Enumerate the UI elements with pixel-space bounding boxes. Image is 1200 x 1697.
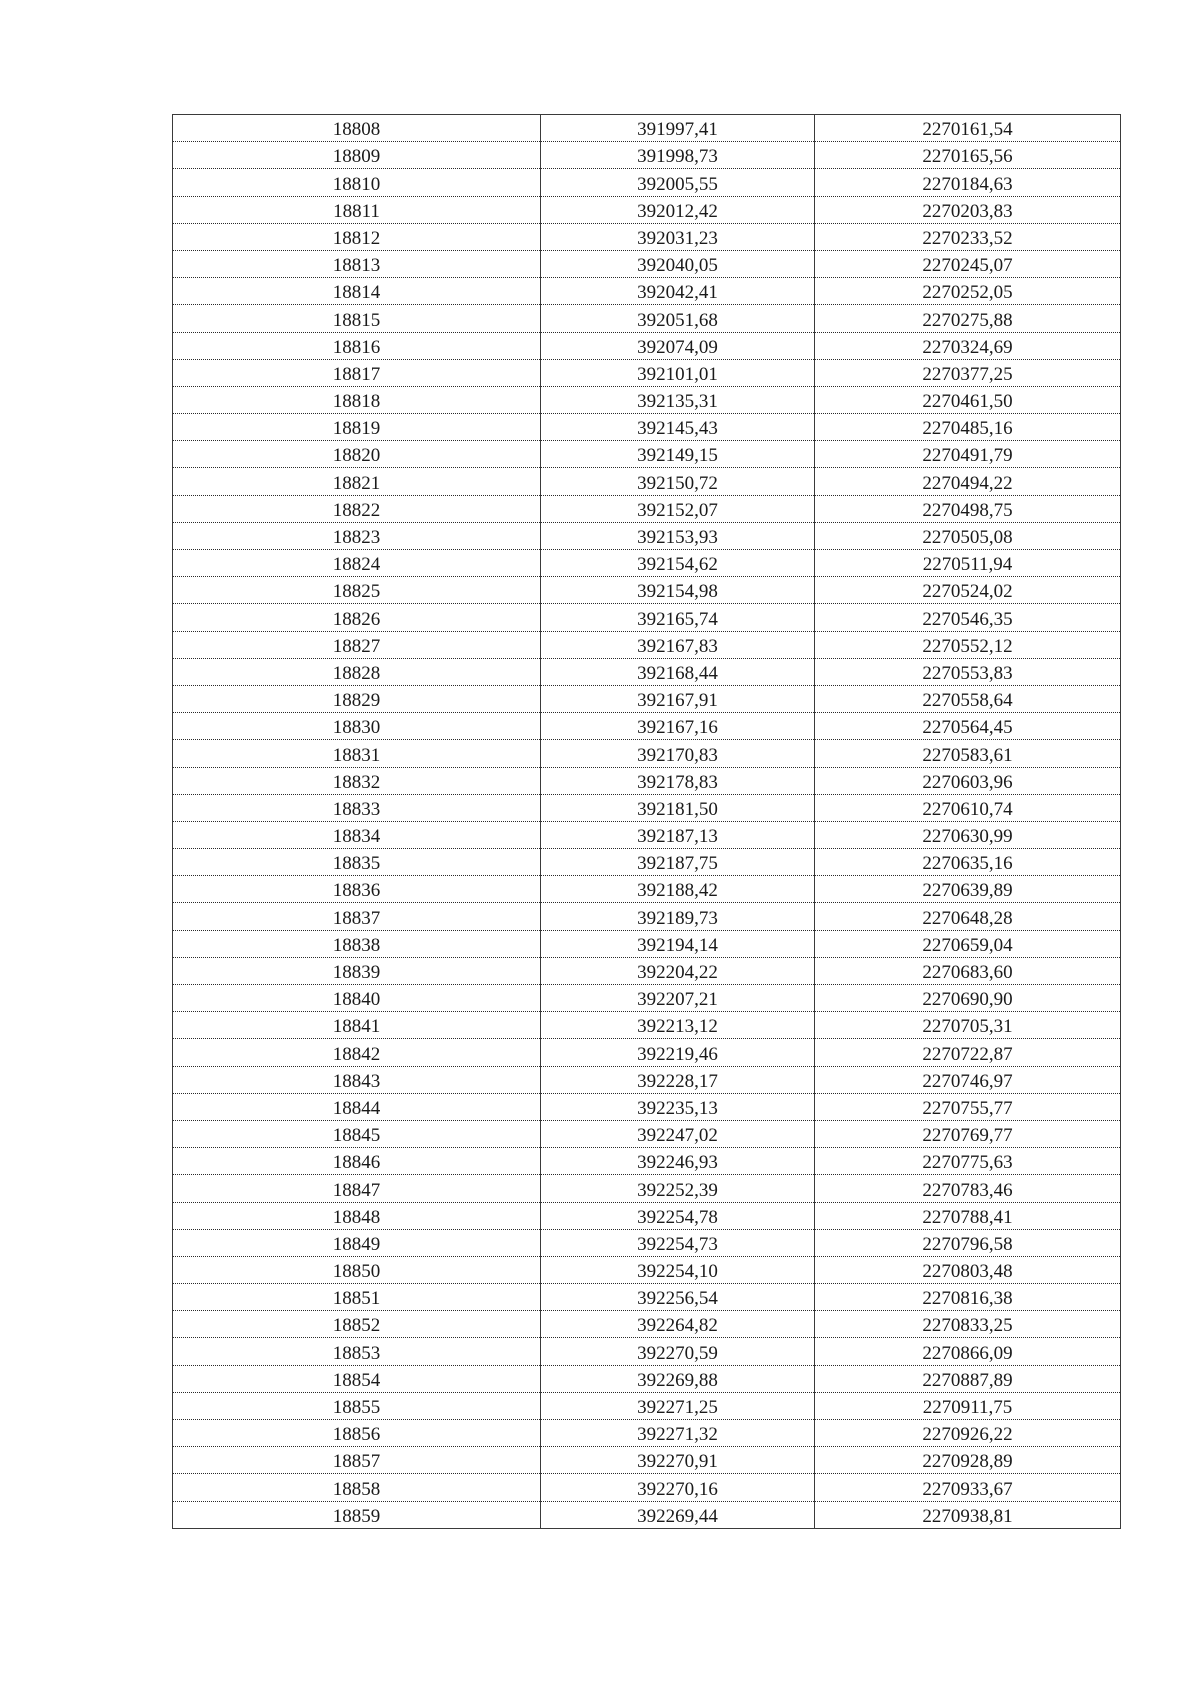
x-coordinate-cell: 392235,13 xyxy=(541,1093,815,1120)
table-row xyxy=(173,1039,1121,1066)
table-row xyxy=(173,1311,1121,1338)
point-number-cell: 18814 xyxy=(173,278,541,305)
x-coordinate-cell: 392228,17 xyxy=(541,1066,815,1093)
table-row xyxy=(173,1365,1121,1392)
x-coordinate-cell: 392145,43 xyxy=(541,414,815,441)
table-row xyxy=(173,767,1121,794)
table-row xyxy=(173,359,1121,386)
x-coordinate-cell: 392254,10 xyxy=(541,1256,815,1283)
table-row xyxy=(173,794,1121,821)
point-number-cell: 18829 xyxy=(173,685,541,712)
table-row xyxy=(173,658,1121,685)
x-coordinate-cell: 392051,68 xyxy=(541,305,815,332)
y-coordinate-cell: 2270648,28 xyxy=(815,903,1121,930)
table-row xyxy=(173,115,1121,142)
x-coordinate-cell: 392181,50 xyxy=(541,794,815,821)
point-number-cell: 18817 xyxy=(173,359,541,386)
point-number-cell: 18811 xyxy=(173,196,541,223)
x-coordinate-cell: 392101,01 xyxy=(541,359,815,386)
point-number-cell: 18809 xyxy=(173,142,541,169)
point-number-cell: 18857 xyxy=(173,1447,541,1474)
y-coordinate-cell: 2270887,89 xyxy=(815,1365,1121,1392)
point-number-cell: 18847 xyxy=(173,1175,541,1202)
table-row xyxy=(173,1392,1121,1419)
table-row xyxy=(173,169,1121,196)
table-row xyxy=(173,821,1121,848)
x-coordinate-cell: 392152,07 xyxy=(541,495,815,522)
x-coordinate-cell: 392246,93 xyxy=(541,1148,815,1175)
x-coordinate-cell: 392042,41 xyxy=(541,278,815,305)
y-coordinate-cell: 2270755,77 xyxy=(815,1093,1121,1120)
y-coordinate-cell: 2270911,75 xyxy=(815,1392,1121,1419)
y-coordinate-cell: 2270203,83 xyxy=(815,196,1121,223)
x-coordinate-cell: 392247,02 xyxy=(541,1120,815,1147)
point-number-cell: 18841 xyxy=(173,1012,541,1039)
point-number-cell: 18851 xyxy=(173,1284,541,1311)
y-coordinate-cell: 2270796,58 xyxy=(815,1229,1121,1256)
point-number-cell: 18837 xyxy=(173,903,541,930)
y-coordinate-cell: 2270635,16 xyxy=(815,849,1121,876)
y-coordinate-cell: 2270722,87 xyxy=(815,1039,1121,1066)
x-coordinate-cell: 392187,75 xyxy=(541,849,815,876)
y-coordinate-cell: 2270583,61 xyxy=(815,740,1121,767)
point-number-cell: 18854 xyxy=(173,1365,541,1392)
table-row xyxy=(173,1338,1121,1365)
point-number-cell: 18858 xyxy=(173,1474,541,1501)
point-number-cell: 18821 xyxy=(173,468,541,495)
table-row xyxy=(173,930,1121,957)
x-coordinate-cell: 392252,39 xyxy=(541,1175,815,1202)
point-number-cell: 18825 xyxy=(173,577,541,604)
y-coordinate-cell: 2270705,31 xyxy=(815,1012,1121,1039)
y-coordinate-cell: 2270746,97 xyxy=(815,1066,1121,1093)
x-coordinate-cell: 392153,93 xyxy=(541,522,815,549)
table-row xyxy=(173,1420,1121,1447)
coordinates-table xyxy=(172,114,1121,1529)
table-row xyxy=(173,142,1121,169)
y-coordinate-cell: 2270498,75 xyxy=(815,495,1121,522)
x-coordinate-cell: 392270,16 xyxy=(541,1474,815,1501)
x-coordinate-cell: 392168,44 xyxy=(541,658,815,685)
point-number-cell: 18845 xyxy=(173,1120,541,1147)
table-row xyxy=(173,1284,1121,1311)
y-coordinate-cell: 2270491,79 xyxy=(815,441,1121,468)
table-row xyxy=(173,1148,1121,1175)
x-coordinate-cell: 392270,59 xyxy=(541,1338,815,1365)
point-number-cell: 18852 xyxy=(173,1311,541,1338)
y-coordinate-cell: 2270659,04 xyxy=(815,930,1121,957)
y-coordinate-cell: 2270233,52 xyxy=(815,223,1121,250)
point-number-cell: 18843 xyxy=(173,1066,541,1093)
table-row xyxy=(173,1012,1121,1039)
table-row xyxy=(173,414,1121,441)
table-row xyxy=(173,577,1121,604)
y-coordinate-cell: 2270938,81 xyxy=(815,1501,1121,1528)
x-coordinate-cell: 392031,23 xyxy=(541,223,815,250)
y-coordinate-cell: 2270933,67 xyxy=(815,1474,1121,1501)
point-number-cell: 18846 xyxy=(173,1148,541,1175)
point-number-cell: 18810 xyxy=(173,169,541,196)
y-coordinate-cell: 2270630,99 xyxy=(815,821,1121,848)
table-row xyxy=(173,1256,1121,1283)
table-row xyxy=(173,332,1121,359)
point-number-cell: 18838 xyxy=(173,930,541,957)
x-coordinate-cell: 392187,13 xyxy=(541,821,815,848)
point-number-cell: 18823 xyxy=(173,522,541,549)
point-number-cell: 18836 xyxy=(173,876,541,903)
y-coordinate-cell: 2270494,22 xyxy=(815,468,1121,495)
y-coordinate-cell: 2270558,64 xyxy=(815,685,1121,712)
coordinates-table-body xyxy=(173,115,1121,1529)
x-coordinate-cell: 392167,91 xyxy=(541,685,815,712)
x-coordinate-cell: 392074,09 xyxy=(541,332,815,359)
point-number-cell: 18834 xyxy=(173,821,541,848)
x-coordinate-cell: 392040,05 xyxy=(541,250,815,277)
x-coordinate-cell: 392271,32 xyxy=(541,1420,815,1447)
y-coordinate-cell: 2270546,35 xyxy=(815,604,1121,631)
x-coordinate-cell: 391998,73 xyxy=(541,142,815,169)
y-coordinate-cell: 2270252,05 xyxy=(815,278,1121,305)
y-coordinate-cell: 2270775,63 xyxy=(815,1148,1121,1175)
x-coordinate-cell: 392256,54 xyxy=(541,1284,815,1311)
y-coordinate-cell: 2270564,45 xyxy=(815,713,1121,740)
point-number-cell: 18853 xyxy=(173,1338,541,1365)
table-row xyxy=(173,1229,1121,1256)
y-coordinate-cell: 2270161,54 xyxy=(815,115,1121,142)
table-row xyxy=(173,604,1121,631)
point-number-cell: 18850 xyxy=(173,1256,541,1283)
y-coordinate-cell: 2270245,07 xyxy=(815,250,1121,277)
point-number-cell: 18839 xyxy=(173,957,541,984)
y-coordinate-cell: 2270683,60 xyxy=(815,957,1121,984)
x-coordinate-cell: 392170,83 xyxy=(541,740,815,767)
table-row xyxy=(173,386,1121,413)
table-row xyxy=(173,305,1121,332)
table-row xyxy=(173,1501,1121,1528)
x-coordinate-cell: 392188,42 xyxy=(541,876,815,903)
table-row xyxy=(173,278,1121,305)
y-coordinate-cell: 2270769,77 xyxy=(815,1120,1121,1147)
y-coordinate-cell: 2270833,25 xyxy=(815,1311,1121,1338)
x-coordinate-cell: 392154,62 xyxy=(541,550,815,577)
x-coordinate-cell: 392254,78 xyxy=(541,1202,815,1229)
x-coordinate-cell: 392154,98 xyxy=(541,577,815,604)
table-row xyxy=(173,1474,1121,1501)
point-number-cell: 18824 xyxy=(173,550,541,577)
x-coordinate-cell: 392219,46 xyxy=(541,1039,815,1066)
y-coordinate-cell: 2270552,12 xyxy=(815,631,1121,658)
y-coordinate-cell: 2270461,50 xyxy=(815,386,1121,413)
y-coordinate-cell: 2270603,96 xyxy=(815,767,1121,794)
table-row xyxy=(173,441,1121,468)
table-row xyxy=(173,849,1121,876)
y-coordinate-cell: 2270926,22 xyxy=(815,1420,1121,1447)
point-number-cell: 18812 xyxy=(173,223,541,250)
point-number-cell: 18822 xyxy=(173,495,541,522)
y-coordinate-cell: 2270485,16 xyxy=(815,414,1121,441)
x-coordinate-cell: 392270,91 xyxy=(541,1447,815,1474)
point-number-cell: 18830 xyxy=(173,713,541,740)
point-number-cell: 18831 xyxy=(173,740,541,767)
y-coordinate-cell: 2270803,48 xyxy=(815,1256,1121,1283)
x-coordinate-cell: 392189,73 xyxy=(541,903,815,930)
y-coordinate-cell: 2270639,89 xyxy=(815,876,1121,903)
y-coordinate-cell: 2270690,90 xyxy=(815,985,1121,1012)
y-coordinate-cell: 2270928,89 xyxy=(815,1447,1121,1474)
x-coordinate-cell: 392271,25 xyxy=(541,1392,815,1419)
table-row xyxy=(173,1093,1121,1120)
y-coordinate-cell: 2270816,38 xyxy=(815,1284,1121,1311)
point-number-cell: 18819 xyxy=(173,414,541,441)
table-row xyxy=(173,1066,1121,1093)
x-coordinate-cell: 392269,44 xyxy=(541,1501,815,1528)
point-number-cell: 18859 xyxy=(173,1501,541,1528)
y-coordinate-cell: 2270324,69 xyxy=(815,332,1121,359)
x-coordinate-cell: 392149,15 xyxy=(541,441,815,468)
point-number-cell: 18813 xyxy=(173,250,541,277)
x-coordinate-cell: 392167,83 xyxy=(541,631,815,658)
point-number-cell: 18848 xyxy=(173,1202,541,1229)
x-coordinate-cell: 392213,12 xyxy=(541,1012,815,1039)
table-row xyxy=(173,1175,1121,1202)
x-coordinate-cell: 392135,31 xyxy=(541,386,815,413)
y-coordinate-cell: 2270866,09 xyxy=(815,1338,1121,1365)
point-number-cell: 18827 xyxy=(173,631,541,658)
x-coordinate-cell: 392165,74 xyxy=(541,604,815,631)
point-number-cell: 18849 xyxy=(173,1229,541,1256)
x-coordinate-cell: 392194,14 xyxy=(541,930,815,957)
table-row xyxy=(173,713,1121,740)
table-row xyxy=(173,985,1121,1012)
point-number-cell: 18856 xyxy=(173,1420,541,1447)
x-coordinate-cell: 392167,16 xyxy=(541,713,815,740)
y-coordinate-cell: 2270505,08 xyxy=(815,522,1121,549)
point-number-cell: 18818 xyxy=(173,386,541,413)
point-number-cell: 18828 xyxy=(173,658,541,685)
table-row xyxy=(173,495,1121,522)
table-row xyxy=(173,1447,1121,1474)
y-coordinate-cell: 2270524,02 xyxy=(815,577,1121,604)
point-number-cell: 18820 xyxy=(173,441,541,468)
x-coordinate-cell: 392005,55 xyxy=(541,169,815,196)
point-number-cell: 18842 xyxy=(173,1039,541,1066)
table-row xyxy=(173,223,1121,250)
y-coordinate-cell: 2270553,83 xyxy=(815,658,1121,685)
point-number-cell: 18815 xyxy=(173,305,541,332)
y-coordinate-cell: 2270377,25 xyxy=(815,359,1121,386)
y-coordinate-cell: 2270184,63 xyxy=(815,169,1121,196)
table-row xyxy=(173,250,1121,277)
x-coordinate-cell: 392012,42 xyxy=(541,196,815,223)
table-row xyxy=(173,903,1121,930)
table-row xyxy=(173,631,1121,658)
point-number-cell: 18835 xyxy=(173,849,541,876)
x-coordinate-cell: 392269,88 xyxy=(541,1365,815,1392)
point-number-cell: 18844 xyxy=(173,1093,541,1120)
x-coordinate-cell: 392204,22 xyxy=(541,957,815,984)
x-coordinate-cell: 392178,83 xyxy=(541,767,815,794)
y-coordinate-cell: 2270511,94 xyxy=(815,550,1121,577)
y-coordinate-cell: 2270275,88 xyxy=(815,305,1121,332)
point-number-cell: 18833 xyxy=(173,794,541,821)
y-coordinate-cell: 2270610,74 xyxy=(815,794,1121,821)
point-number-cell: 18855 xyxy=(173,1392,541,1419)
point-number-cell: 18808 xyxy=(173,115,541,142)
table-row xyxy=(173,740,1121,767)
point-number-cell: 18816 xyxy=(173,332,541,359)
point-number-cell: 18826 xyxy=(173,604,541,631)
table-row xyxy=(173,468,1121,495)
table-row xyxy=(173,550,1121,577)
table-row xyxy=(173,1120,1121,1147)
table-row xyxy=(173,196,1121,223)
table-row xyxy=(173,522,1121,549)
x-coordinate-cell: 392254,73 xyxy=(541,1229,815,1256)
table-row xyxy=(173,685,1121,712)
table-row xyxy=(173,957,1121,984)
y-coordinate-cell: 2270788,41 xyxy=(815,1202,1121,1229)
x-coordinate-cell: 392150,72 xyxy=(541,468,815,495)
x-coordinate-cell: 392264,82 xyxy=(541,1311,815,1338)
x-coordinate-cell: 392207,21 xyxy=(541,985,815,1012)
y-coordinate-cell: 2270783,46 xyxy=(815,1175,1121,1202)
table-row xyxy=(173,1202,1121,1229)
y-coordinate-cell: 2270165,56 xyxy=(815,142,1121,169)
table-row xyxy=(173,876,1121,903)
point-number-cell: 18840 xyxy=(173,985,541,1012)
x-coordinate-cell: 391997,41 xyxy=(541,115,815,142)
point-number-cell: 18832 xyxy=(173,767,541,794)
